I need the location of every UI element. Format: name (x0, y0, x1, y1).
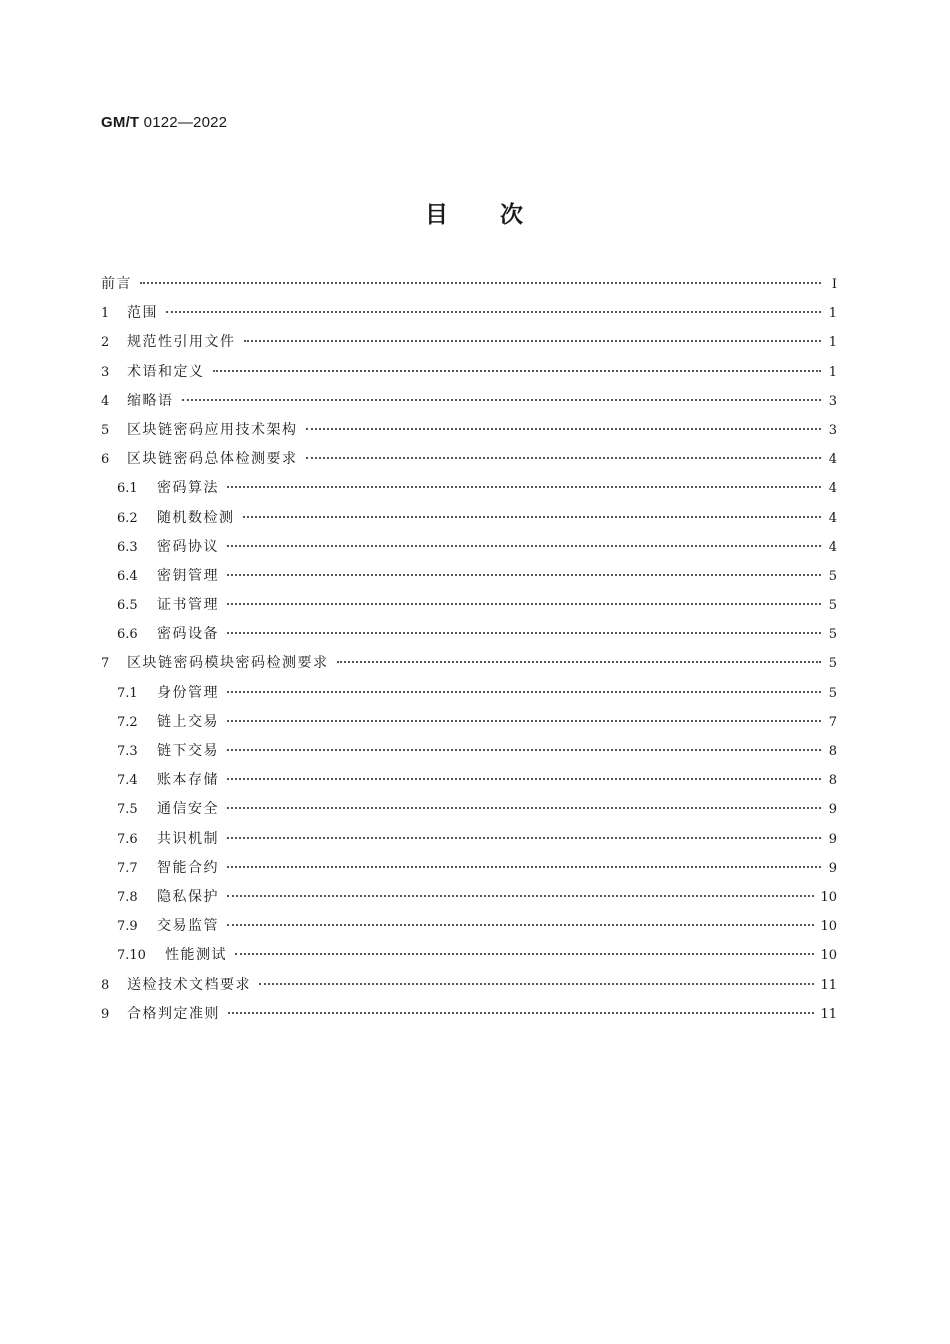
toc-leader-dots (306, 417, 822, 430)
toc-entry-number: 6.2 (117, 510, 138, 526)
toc-leader-dots (227, 680, 821, 693)
toc-entry-page: 5 (828, 627, 837, 643)
toc-entry[interactable] (101, 536, 837, 565)
toc-entry-label: 证书管理 (157, 597, 219, 614)
toc-entry-number: 7.9 (117, 919, 138, 935)
toc-leader-dots (227, 563, 821, 576)
toc-entry-number: 9 (101, 1006, 110, 1022)
toc-entry[interactable] (101, 974, 837, 1003)
toc-entry-page: 10 (820, 889, 837, 905)
toc-entry-number: 7 (101, 656, 110, 672)
toc-entry-label: 交易监管 (157, 918, 219, 935)
toc-leader-dots (228, 1001, 814, 1014)
toc-entry[interactable] (101, 302, 837, 331)
toc-entry[interactable] (101, 652, 837, 681)
toc-entry[interactable] (101, 623, 837, 652)
toc-leader-dots (227, 767, 821, 780)
toc-leader-dots (227, 592, 821, 605)
toc-entry-label: 合格判定准则 (127, 1005, 220, 1022)
toc-entry[interactable] (101, 390, 837, 419)
toc-entry[interactable] (101, 886, 837, 915)
toc-entry-page: 11 (820, 977, 837, 993)
toc-entry-label: 术语和定义 (127, 363, 205, 380)
toc-entry-page: 3 (828, 393, 837, 409)
toc-entry-page: 1 (828, 306, 837, 322)
toc-entry-number: 1 (101, 306, 110, 322)
toc-entry[interactable] (101, 711, 837, 740)
toc-entry-number: 6.5 (117, 598, 138, 614)
toc-entry-label: 账本存储 (157, 772, 219, 789)
toc-entry[interactable] (101, 798, 837, 827)
toc-entry-page: 5 (828, 568, 837, 584)
toc-entry[interactable] (101, 331, 837, 360)
toc-entry[interactable] (101, 1003, 837, 1032)
toc-leader-dots (166, 300, 821, 313)
toc-entry-label: 智能合约 (157, 859, 219, 876)
toc-leader-dots (227, 855, 821, 868)
toc-entry-number: 8 (101, 977, 110, 993)
toc-entry-number: 2 (101, 335, 110, 351)
toc-leader-dots (140, 271, 821, 284)
toc-entry-number: 7.6 (117, 831, 138, 847)
toc-entry-page: 10 (820, 919, 837, 935)
toc-entry-label: 性能测试 (165, 947, 227, 964)
toc-entry-page: 8 (828, 744, 837, 759)
toc-entry[interactable] (101, 944, 837, 973)
table-of-contents (101, 273, 837, 1032)
toc-entry-label: 规范性引用文件 (127, 334, 236, 351)
toc-entry-label: 随机数检测 (157, 509, 235, 526)
toc-entry-label: 密码协议 (157, 538, 219, 555)
toc-entry-page: 11 (820, 1006, 837, 1022)
toc-entry-label: 区块链密码模块密码检测要求 (127, 655, 329, 672)
toc-leader-dots (227, 796, 821, 809)
toc-entry[interactable] (101, 448, 837, 477)
toc-entry-number: 7.10 (117, 948, 146, 964)
toc-entry[interactable] (101, 594, 837, 623)
toc-title: 目 次 (425, 202, 525, 228)
toc-leader-dots (227, 913, 814, 926)
toc-entry-page: 5 (828, 685, 837, 701)
toc-leader-dots (182, 388, 822, 401)
toc-entry-label: 前言 (101, 276, 132, 292)
toc-entry-page: 9 (828, 831, 837, 847)
toc-entry-label: 链下交易 (157, 743, 219, 759)
toc-entry-number: 7.8 (117, 889, 138, 905)
toc-leader-dots (337, 650, 822, 663)
toc-entry-label: 送检技术文档要求 (127, 976, 251, 993)
toc-entry-label: 共识机制 (157, 830, 219, 847)
toc-entry[interactable] (101, 507, 837, 536)
toc-entry-label: 身份管理 (157, 684, 219, 701)
toc-entry-number: 7.4 (117, 773, 138, 789)
toc-entry-page: 1 (828, 364, 837, 380)
toc-leader-dots (227, 534, 821, 547)
toc-entry-number: 6.3 (117, 539, 138, 555)
toc-entry-label: 缩略语 (127, 392, 174, 409)
toc-entry-page: 5 (828, 598, 837, 614)
toc-entry-page: 1 (828, 335, 837, 351)
toc-leader-dots (227, 826, 821, 839)
toc-leader-dots (227, 709, 821, 722)
toc-entry[interactable] (101, 682, 837, 711)
toc-entry-page: 8 (828, 773, 837, 789)
standard-code-prefix: GM/T (101, 114, 140, 131)
toc-entry-number: 7.7 (117, 860, 138, 876)
toc-entry[interactable] (101, 565, 837, 594)
toc-entry[interactable] (101, 477, 837, 506)
toc-leader-dots (306, 446, 822, 459)
toc-entry-number: 7.5 (117, 802, 138, 818)
toc-entry-page: 9 (828, 860, 837, 876)
toc-entry-page: 4 (828, 481, 837, 497)
toc-entry-page: Ⅰ (831, 277, 837, 292)
toc-entry-label: 通信安全 (157, 801, 219, 818)
toc-entry[interactable] (101, 361, 837, 390)
toc-entry-number: 7.2 (117, 714, 138, 730)
toc-entry-page: 9 (828, 802, 837, 818)
toc-entry-label: 区块链密码应用技术架构 (127, 421, 298, 438)
toc-entry-number: 6.1 (117, 481, 138, 497)
toc-entry-number: 3 (101, 364, 110, 380)
toc-entry-number: 6 (101, 452, 110, 468)
toc-entry-page: 7 (828, 714, 837, 730)
toc-entry-page: 4 (828, 510, 837, 526)
toc-entry-number: 6.6 (117, 627, 138, 643)
toc-entry-label: 区块链密码总体检测要求 (127, 451, 298, 468)
toc-entry-label: 隐私保护 (157, 888, 219, 905)
standard-code (101, 114, 227, 131)
toc-entry-number: 5 (101, 422, 110, 438)
toc-entry[interactable] (101, 857, 837, 886)
toc-leader-dots (259, 972, 814, 985)
toc-entry-number: 7.1 (117, 685, 138, 701)
toc-entry-number: 4 (101, 393, 110, 409)
standard-code-number: 0122—2022 (143, 114, 228, 131)
toc-leader-dots (227, 738, 821, 751)
toc-entry-label: 密钥管理 (157, 567, 219, 584)
toc-entry-label: 链上交易 (157, 713, 219, 730)
toc-entry-label: 密码设备 (157, 626, 219, 643)
toc-entry-page: 4 (828, 452, 837, 468)
toc-leader-dots (213, 359, 822, 372)
toc-leader-dots (244, 329, 822, 342)
toc-entry[interactable] (101, 769, 837, 798)
toc-entry-number: 7.3 (117, 744, 138, 759)
toc-entry-page: 10 (820, 948, 837, 964)
toc-entry-label: 密码算法 (157, 480, 219, 497)
toc-entry[interactable] (101, 740, 837, 769)
toc-entry[interactable] (101, 273, 837, 302)
toc-leader-dots (243, 505, 822, 518)
toc-leader-dots (227, 621, 821, 634)
toc-entry-page: 4 (828, 539, 837, 555)
toc-entry-label: 范围 (127, 305, 158, 322)
toc-leader-dots (227, 884, 814, 897)
toc-leader-dots (235, 942, 814, 955)
toc-leader-dots (227, 475, 821, 488)
toc-entry[interactable] (101, 828, 837, 857)
toc-entry-page: 5 (828, 656, 837, 672)
toc-entry-number: 6.4 (117, 568, 138, 584)
toc-entry-page: 3 (828, 422, 837, 438)
toc-entry[interactable] (101, 419, 837, 448)
toc-entry[interactable] (101, 915, 837, 944)
